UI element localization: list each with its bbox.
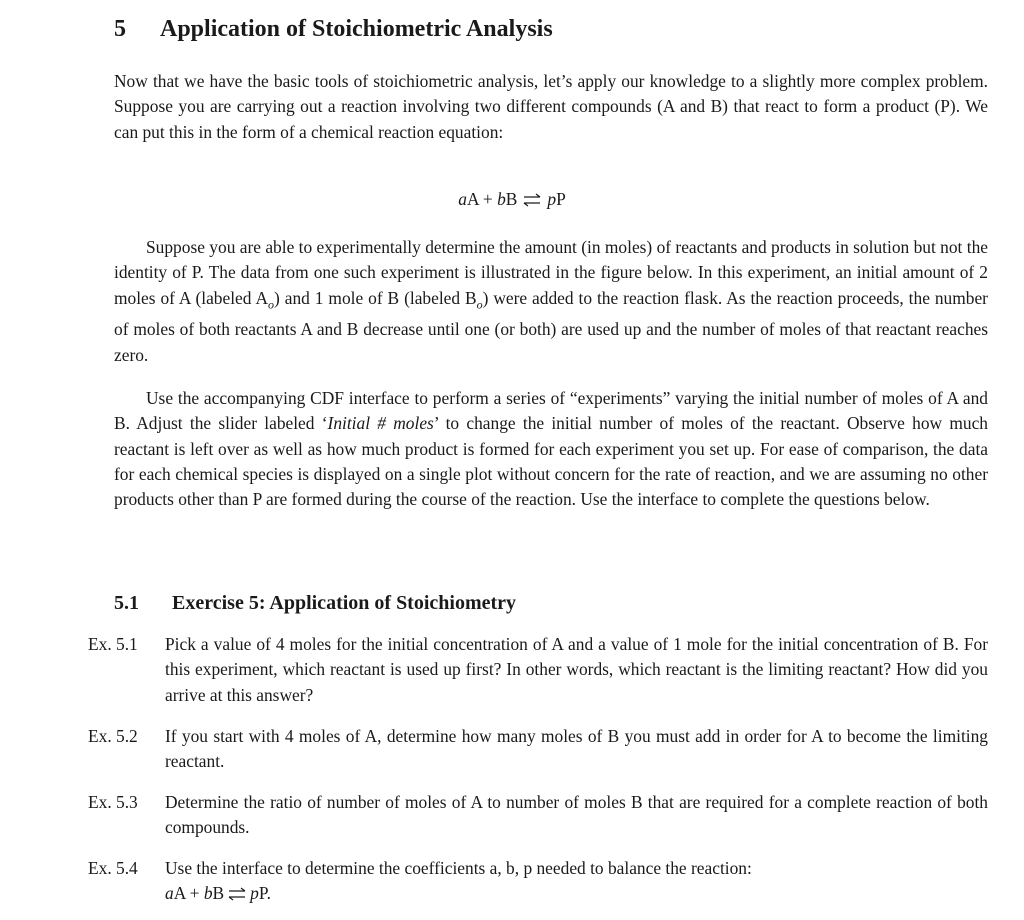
subsection-title: Exercise 5: Application of Stoichiometry (172, 592, 517, 614)
coef-a: a (165, 883, 174, 904)
exercise-label: Ex. 5.1 (88, 634, 138, 654)
p2-text-1: Suppose you are able to experimentally determine the amount (in moles) of reactants and products in solution but not the identity of P. The data from one such experiment is illustrated in the figure below. In this experiment, an initial amount of 2 moles of A (labeled A (114, 237, 988, 308)
p3-text-1: Use the accompanying CDF interface to perform a series of “experiments” varying the initial number of moles of A and B. Adjust the slider labeled ‘ (114, 388, 988, 434)
coef-b: b (203, 883, 213, 904)
reaction-equation (0, 189, 1024, 210)
exercise-label: Ex. 5.2 (88, 726, 138, 746)
plus-sign: + (482, 189, 493, 209)
section-title: Application of Stoichiometric Analysis (160, 16, 553, 42)
slider-label-reference: Initial # moles (327, 413, 434, 434)
exercise-label: Ex. 5.4 (88, 858, 138, 878)
plus-sign: + (189, 883, 200, 904)
exercise-5-4 (88, 856, 988, 907)
subsection-heading (114, 592, 516, 615)
exercise-text: Determine the ratio of number of moles of A to number of moles B that are required for a complete reaction of both compounds. (165, 792, 988, 838)
species-p: P. (258, 883, 271, 904)
exercise-text: If you start with 4 moles of A, determine how many moles of B you must add in order for A to become the limiting reactant. (165, 726, 988, 772)
species-p: P (556, 189, 566, 209)
exercise-label: Ex. 5.3 (88, 792, 138, 812)
section-heading (114, 16, 553, 43)
exercise-body (165, 856, 988, 907)
equilibrium-arrows-icon (523, 193, 541, 207)
exercise-5-2 (88, 724, 988, 775)
species-a: A (466, 189, 479, 209)
coef-p: p (250, 883, 259, 904)
exercise-text: Pick a value of 4 moles for the initial concentration of A and a value of 1 mole for the initial concentration of B. For this experiment, which reactant is used up first? In other words, which reactant is the limiting reactant? How did you arrive at this answer? (165, 634, 988, 705)
coef-b: b (497, 189, 506, 209)
subscript-b0: o (476, 297, 483, 312)
subscript-a0: o (268, 297, 275, 312)
coef-a: a (458, 189, 467, 209)
section-number: 5 (114, 16, 126, 42)
p3-text-2: ’ to change the initial number of moles of the reactant. Observe how much reactant is left over as well as how much product is formed for each experiment you set up. For ease of comparison, the data for each chemical species is displayed on a single plot without concern for the rate of reaction, and we are assuming no other products other than P are formed during the course of the reaction. Use the interface to complete the questions below. (114, 413, 988, 510)
intro-paragraph-1: Now that we have the basic tools of stoichiometric analysis, let’s apply our knowledge to a slightly more complex problem. Suppose you are carrying out a reaction involving two different compounds (A and B) that react to form a product (P). We can put this in the form of a chemical reaction equation: (114, 71, 988, 142)
subsection-number: 5.1 (114, 592, 139, 614)
p2-text-3: ) were added to the reaction flask. As the reaction proceeds, the number of moles of both reactants A and B decrease until one (or both) are used up and the number of moles of that reactant reaches zero. (114, 287, 988, 365)
species-b: B (212, 883, 225, 904)
p2-text-2: ) and 1 mole of B (labeled B (274, 287, 477, 308)
species-a: A (173, 883, 186, 904)
exercise-5-1 (88, 632, 988, 708)
species-b: B (505, 189, 518, 209)
exercise-5-3 (88, 790, 988, 841)
exercise-text: Use the interface to determine the coefficients a, b, p needed to balance the reaction: (165, 858, 752, 878)
coef-p: p (547, 189, 557, 209)
equilibrium-arrows-icon (228, 887, 246, 901)
intro-paragraph-2 (114, 235, 988, 368)
intro-paragraph-3 (114, 386, 988, 512)
